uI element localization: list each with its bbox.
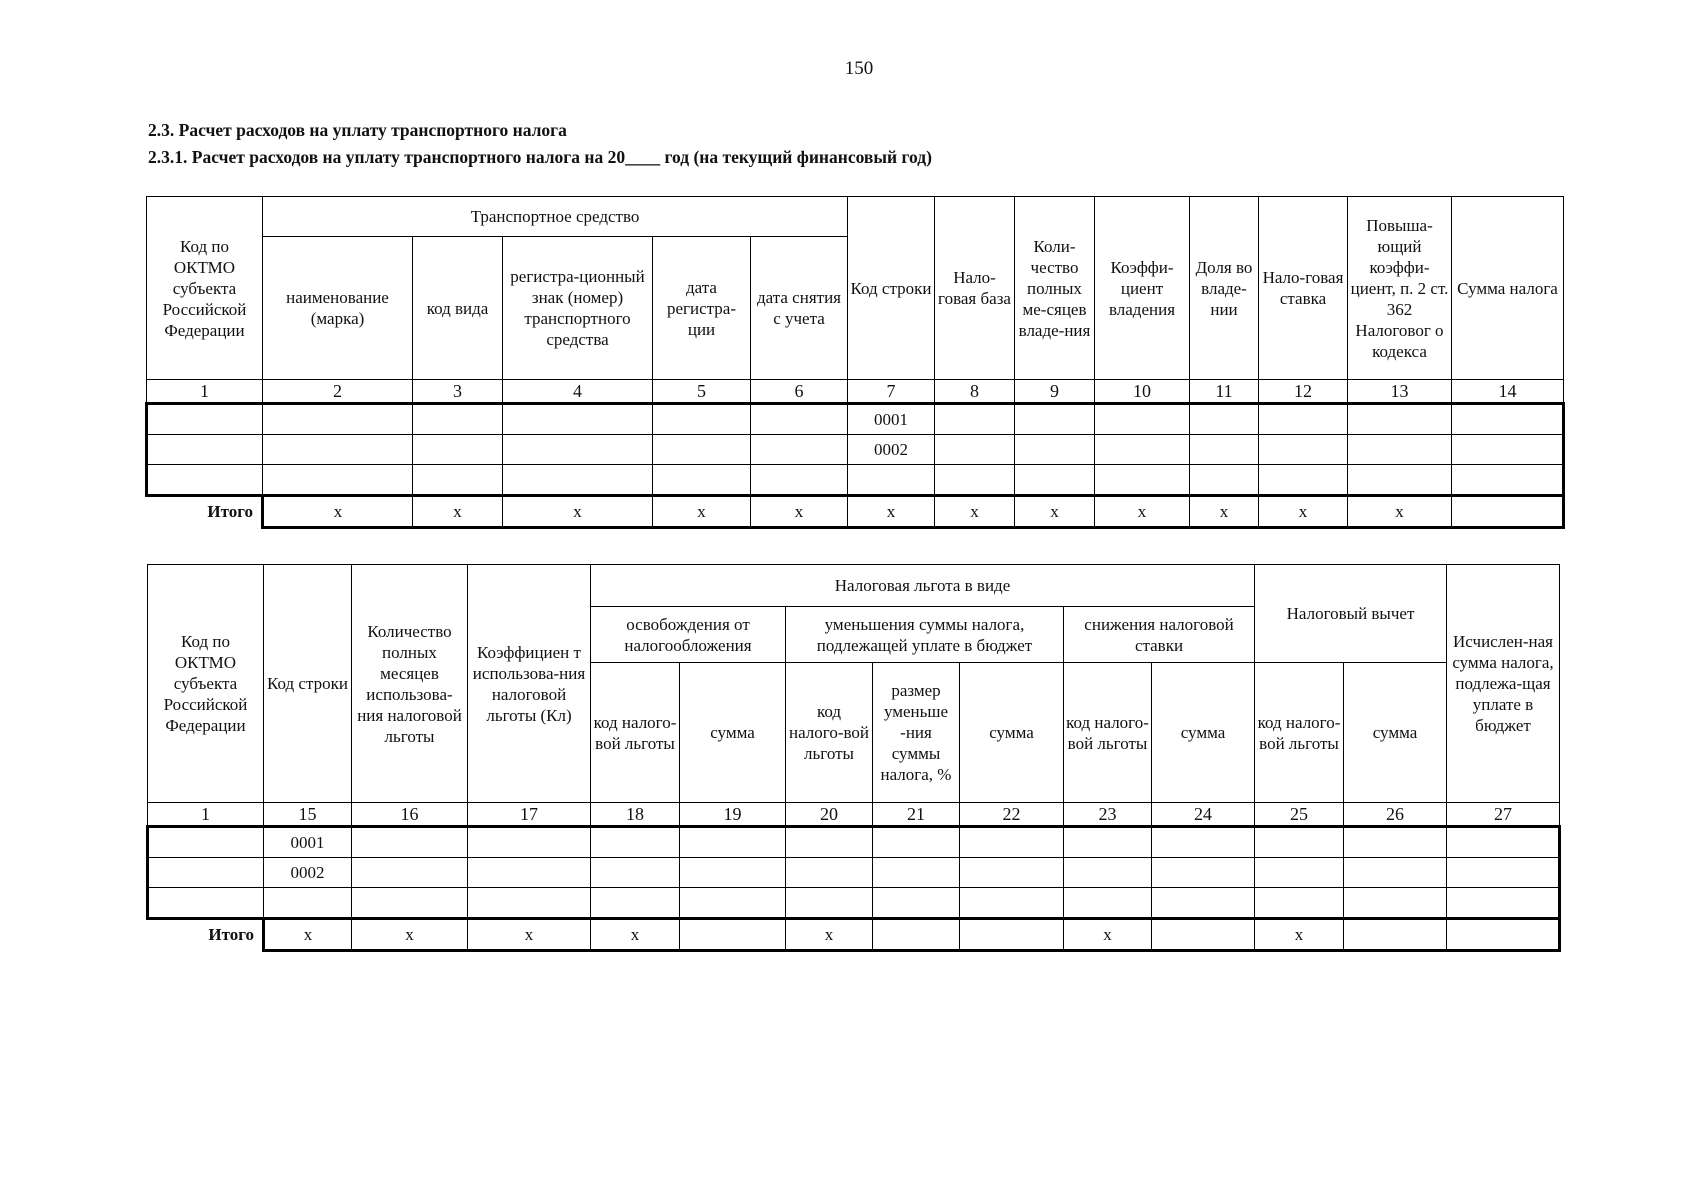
header-tax-sum: Сумма налога [1452,197,1564,380]
table-cell[interactable] [1015,465,1095,496]
table-cell[interactable] [263,404,413,435]
table-cell[interactable] [1447,858,1560,888]
header-benefit-code: код налого-вой льготы [786,663,873,803]
column-number: 16 [352,803,468,827]
column-number: 11 [1190,380,1259,404]
header-tax-rate: Нало-говая ставка [1259,197,1348,380]
transport-tax-table [145,196,1565,529]
table-cell[interactable] [680,888,786,919]
header-ownership-coef: Коэффи-циент владения [1095,197,1190,380]
table-cell[interactable] [873,888,960,919]
column-number: 2 [263,380,413,404]
header-reg-sign: регистра-ционный знак (номер) транспортного средства [503,237,653,380]
header-exemption: освобождения от налогообложения [591,607,786,663]
table-cell[interactable] [413,435,503,465]
total-cell: х [653,496,751,528]
table-cell[interactable] [653,435,751,465]
total-cell: х [1015,496,1095,528]
table-cell[interactable] [503,404,653,435]
column-number: 7 [848,380,935,404]
column-number: 13 [1348,380,1452,404]
total-cell: х [848,496,935,528]
table-cell[interactable] [960,827,1064,858]
column-number: 10 [1095,380,1190,404]
table-row [148,827,1560,858]
column-number: 1 [148,803,264,827]
table-row [147,435,1564,465]
table-cell[interactable] [503,435,653,465]
header-benefit-code: код налого-вой льготы [591,663,680,803]
table-cell[interactable] [147,404,263,435]
column-number: 1 [147,380,263,404]
tax-benefit-table [146,564,1561,952]
table-cell[interactable] [1015,435,1095,465]
table-cell[interactable] [591,827,680,858]
total-reduction-sum[interactable] [960,919,1064,951]
table-cell[interactable] [147,465,263,496]
column-number: 25 [1255,803,1344,827]
column-number: 12 [1259,380,1348,404]
table-cell[interactable] [1348,435,1452,465]
column-number: 14 [1452,380,1564,404]
table-cell[interactable] [1152,827,1255,858]
header-months-owned: Коли-чество полных ме-сяцев владе-ния [1015,197,1095,380]
column-number: 5 [653,380,751,404]
table-cell[interactable] [468,827,591,858]
table-cell[interactable] [352,827,468,858]
table-cell[interactable] [786,888,873,919]
total-deduction-sum[interactable] [1344,919,1447,951]
header-benefit-coef: Коэффициен т использова-ния налоговой льготы (Кл) [468,565,591,803]
column-number: 23 [1064,803,1152,827]
total-row [147,496,1564,528]
section-heading: 2.3. Расчет расходов на уплату транспортного налога [148,120,567,140]
total-cell: х [1255,919,1344,951]
header-benefit-code: код налого-вой льготы [1064,663,1152,803]
column-number: 24 [1152,803,1255,827]
row-code-cell [848,465,935,496]
total-tax-sum-cell[interactable] [1452,496,1564,528]
table-cell[interactable] [413,465,503,496]
table-cell[interactable] [680,858,786,888]
table-cell[interactable] [263,435,413,465]
table-cell[interactable] [960,888,1064,919]
table-cell[interactable] [1255,827,1344,858]
total-cell: х [1095,496,1190,528]
table-cell[interactable] [413,404,503,435]
header-row-code: Код строки [848,197,935,380]
table-cell[interactable] [680,827,786,858]
column-number: 3 [413,380,503,404]
header-sum: сумма [960,663,1064,803]
table-cell[interactable] [1452,435,1564,465]
header-increase-coef: Повыша-ющий коэффи-циент, п. 2 ст. 362 Налоговог о кодекса [1348,197,1452,380]
column-number: 15 [264,803,352,827]
header-sum: сумма [680,663,786,803]
total-row [148,919,1560,951]
total-cell: х [1190,496,1259,528]
table-cell[interactable] [1344,888,1447,919]
table-cell[interactable] [1064,888,1152,919]
row-code-cell: 0002 [264,858,352,888]
table-cell[interactable] [1447,827,1560,858]
column-number: 17 [468,803,591,827]
table-cell[interactable] [960,858,1064,888]
subsection-heading: 2.3.1. Расчет расходов на уплату транспортного налога на 20____ год (на текущий финансовый год) [148,147,932,167]
table-cell[interactable] [1255,858,1344,888]
header-reduction-size: размер уменьше -ния суммы налога, % [873,663,960,803]
table-cell[interactable] [147,435,263,465]
table-row [148,858,1560,888]
row-code-cell [264,888,352,919]
table-cell[interactable] [1152,858,1255,888]
table-row [147,465,1564,496]
total-label: Итого [208,925,254,945]
header-oktmo: Код по ОКТМО субъекта Российской Федерации [147,197,263,380]
table-cell[interactable] [1348,404,1452,435]
table-row [147,404,1564,435]
total-cell: х [263,496,413,528]
column-number: 20 [786,803,873,827]
page-number: 150 [844,58,874,79]
table-cell[interactable] [263,465,413,496]
header-benefit-months: Количество полных месяцев использова-ния налоговой льготы [352,565,468,803]
header-rate-reduction: снижения налоговой ставки [1064,607,1255,663]
table-cell[interactable] [1348,465,1452,496]
header-row-code: Код строки [264,565,352,803]
table-cell[interactable] [1190,465,1259,496]
header-tax-base: Нало-говая база [935,197,1015,380]
column-number: 18 [591,803,680,827]
header-reg-date: дата регистра-ции [653,237,751,380]
table-cell[interactable] [1447,888,1560,919]
table-cell[interactable] [653,465,751,496]
table-cell[interactable] [1095,465,1190,496]
table-cell[interactable] [1344,858,1447,888]
total-cell: х [503,496,653,528]
header-ownership-share: Доля во владе-нии [1190,197,1259,380]
table-cell[interactable] [148,827,264,858]
header-calculated-tax: Исчислен-ная сумма налога, подлежа-щая уплате в бюджет [1447,565,1560,803]
total-cell: х [751,496,848,528]
table-row [148,888,1560,919]
row-code-cell: 0001 [848,404,935,435]
table-cell[interactable] [1095,404,1190,435]
header-vehicle-name: наименование (марка) [263,237,413,380]
table-cell[interactable] [751,435,848,465]
total-cell: х [786,919,873,951]
table-cell[interactable] [786,827,873,858]
total-cell[interactable] [873,919,960,951]
table-cell[interactable] [1259,404,1348,435]
table-cell[interactable] [1259,435,1348,465]
total-cell: х [591,919,680,951]
column-number: 9 [1015,380,1095,404]
table-cell[interactable] [1015,404,1095,435]
table-cell[interactable] [653,404,751,435]
column-number: 6 [751,380,848,404]
header-kind-code: код вида [413,237,503,380]
table-cell[interactable] [1452,404,1564,435]
table-cell[interactable] [468,858,591,888]
column-number: 4 [503,380,653,404]
total-cell: х [264,919,352,951]
column-number: 26 [1344,803,1447,827]
table-cell[interactable] [503,465,653,496]
total-label: Итого [207,502,253,522]
table-cell[interactable] [1255,888,1344,919]
table-cell[interactable] [1259,465,1348,496]
table-cell[interactable] [786,858,873,888]
total-exemption-sum[interactable] [680,919,786,951]
table-cell[interactable] [935,465,1015,496]
table-cell[interactable] [873,827,960,858]
header-oktmo: Код по ОКТМО субъекта Российской Федерации [148,565,264,803]
table-cell[interactable] [1095,435,1190,465]
total-cell: х [468,919,591,951]
total-cell: х [413,496,503,528]
table-cell[interactable] [352,888,468,919]
table-cell[interactable] [751,404,848,435]
row-code-cell: 0002 [848,435,935,465]
table-cell[interactable] [1190,404,1259,435]
column-number: 22 [960,803,1064,827]
table-cell[interactable] [148,858,264,888]
header-benefit-group: Налоговая льгота в виде [591,565,1255,607]
header-deduction-group: Налоговый вычет [1255,565,1447,663]
column-number: 21 [873,803,960,827]
table-cell[interactable] [873,858,960,888]
header-benefit-code: код налого-вой льготы [1255,663,1344,803]
header-tax-reduction: уменьшения суммы налога, подлежащей уплате в бюджет [786,607,1064,663]
total-cell: х [935,496,1015,528]
table-cell[interactable] [591,858,680,888]
total-cell: х [1259,496,1348,528]
header-sum: сумма [1344,663,1447,803]
table-cell[interactable] [1064,858,1152,888]
table-cell[interactable] [1344,827,1447,858]
table-cell[interactable] [1152,888,1255,919]
table-cell[interactable] [1064,827,1152,858]
table-cell[interactable] [591,888,680,919]
table-cell[interactable] [935,435,1015,465]
table-cell[interactable] [468,888,591,919]
total-rate-reduction-sum[interactable] [1152,919,1255,951]
column-number: 27 [1447,803,1560,827]
total-cell: х [1064,919,1152,951]
table-cell[interactable] [148,888,264,919]
column-number: 8 [935,380,1015,404]
total-cell: х [1348,496,1452,528]
row-code-cell: 0001 [264,827,352,858]
header-vehicle-group: Транспортное средство [263,197,848,237]
table-cell[interactable] [935,404,1015,435]
table-cell[interactable] [352,858,468,888]
total-cell: х [352,919,468,951]
header-dereg-date: дата снятия с учета [751,237,848,380]
total-calculated-tax[interactable] [1447,919,1560,951]
column-number: 19 [680,803,786,827]
header-sum: сумма [1152,663,1255,803]
table-cell[interactable] [1190,435,1259,465]
table-cell[interactable] [1452,465,1564,496]
table-cell[interactable] [751,465,848,496]
